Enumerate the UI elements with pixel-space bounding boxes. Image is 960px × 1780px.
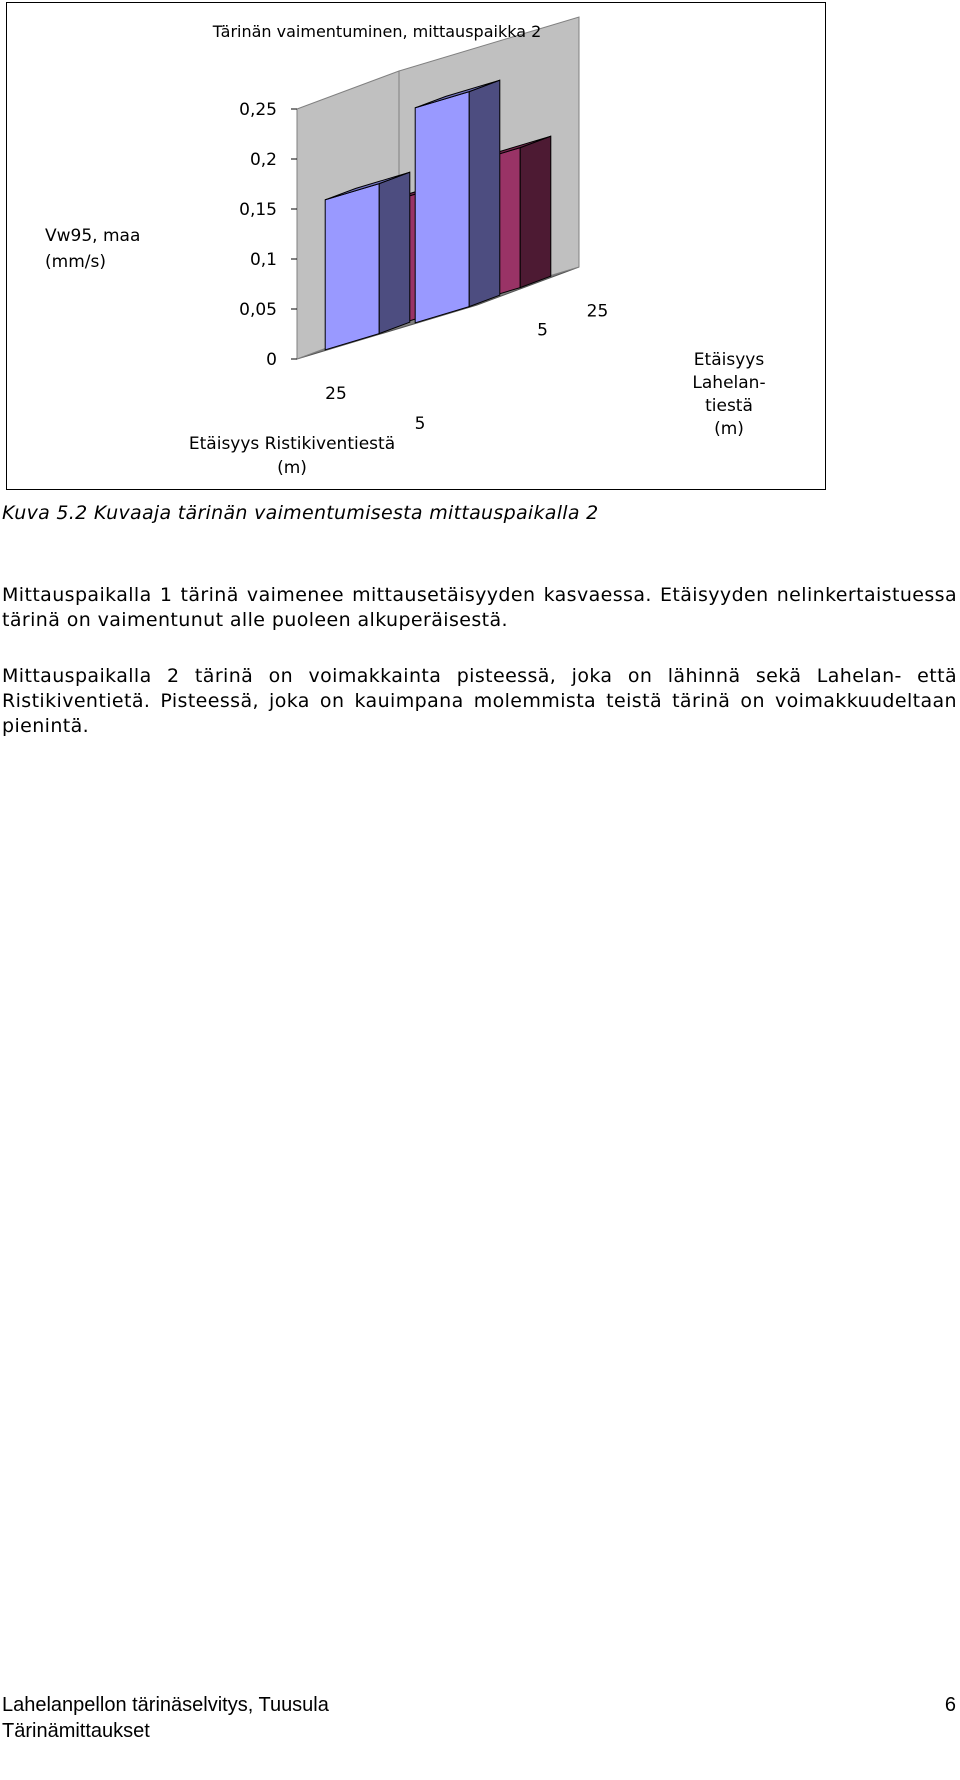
bar-front-face <box>325 184 379 350</box>
y-axis-label: Vw95, maa <box>45 226 141 246</box>
footer-line-2: Tärinämittaukset <box>2 1720 150 1742</box>
y-tick-label: 0,25 <box>239 100 277 120</box>
x-axis-label: (m) <box>277 458 307 478</box>
x-axis-label: Etäisyys Ristikiventiestä <box>188 434 396 454</box>
bar-25-5 <box>325 172 410 350</box>
bar-front-face <box>415 92 469 323</box>
y-tick-label: 0,05 <box>239 300 277 320</box>
bar-side-face <box>469 80 500 306</box>
chart-frame <box>6 2 826 490</box>
footer-line-1: Lahelanpellon tärinäselvitys, Tuusula <box>2 1694 329 1716</box>
depth-axis-label: tiestä <box>705 396 753 416</box>
x-category-label: 5 <box>414 414 426 434</box>
depth-category-label: 25 <box>586 301 609 322</box>
footer-text <box>2 1692 329 1744</box>
y-tick-label: 0,2 <box>249 150 277 170</box>
depth-axis-label: Lahelan- <box>692 373 766 393</box>
depth-category-label: 5 <box>537 320 548 341</box>
x-category-label: 25 <box>325 384 347 404</box>
bar-side-face <box>520 136 551 287</box>
y-axis-label: (mm/s) <box>45 252 106 272</box>
paragraph-2: Mittauspaikalla 2 tärinä on voimakkainta pisteessä, joka on lähinnä sekä Lahelan- että Ristikiventietä. Pisteessä, joka on kauimpana molemmista teistä tärinä on voimakkuudeltaan pienintä. <box>2 665 957 737</box>
bar-5-5 <box>415 80 500 323</box>
vibration-chart <box>7 3 827 491</box>
chart-title: Tärinän vaimentuminen, mittauspaikka 2 <box>212 22 542 41</box>
y-tick-label: 0,15 <box>239 200 277 220</box>
y-tick-label: 0 <box>266 350 277 370</box>
depth-axis-label: Etäisyys <box>693 350 765 370</box>
figure-caption: Kuva 5.2 Kuvaaja tärinän vaimentumisesta mittauspaikalla 2 <box>2 502 599 524</box>
depth-axis-label: (m) <box>714 419 744 439</box>
bar-side-face <box>379 172 410 333</box>
y-tick-label: 0,1 <box>249 250 277 270</box>
paragraph-1: Mittauspaikalla 1 tärinä vaimenee mittausetäisyyden kasvaessa. Etäisyyden nelinkertaistuessa tärinä on vaimentunut alle puoleen alkuperäisestä. <box>2 584 957 631</box>
page-number: 6 <box>944 1694 956 1716</box>
